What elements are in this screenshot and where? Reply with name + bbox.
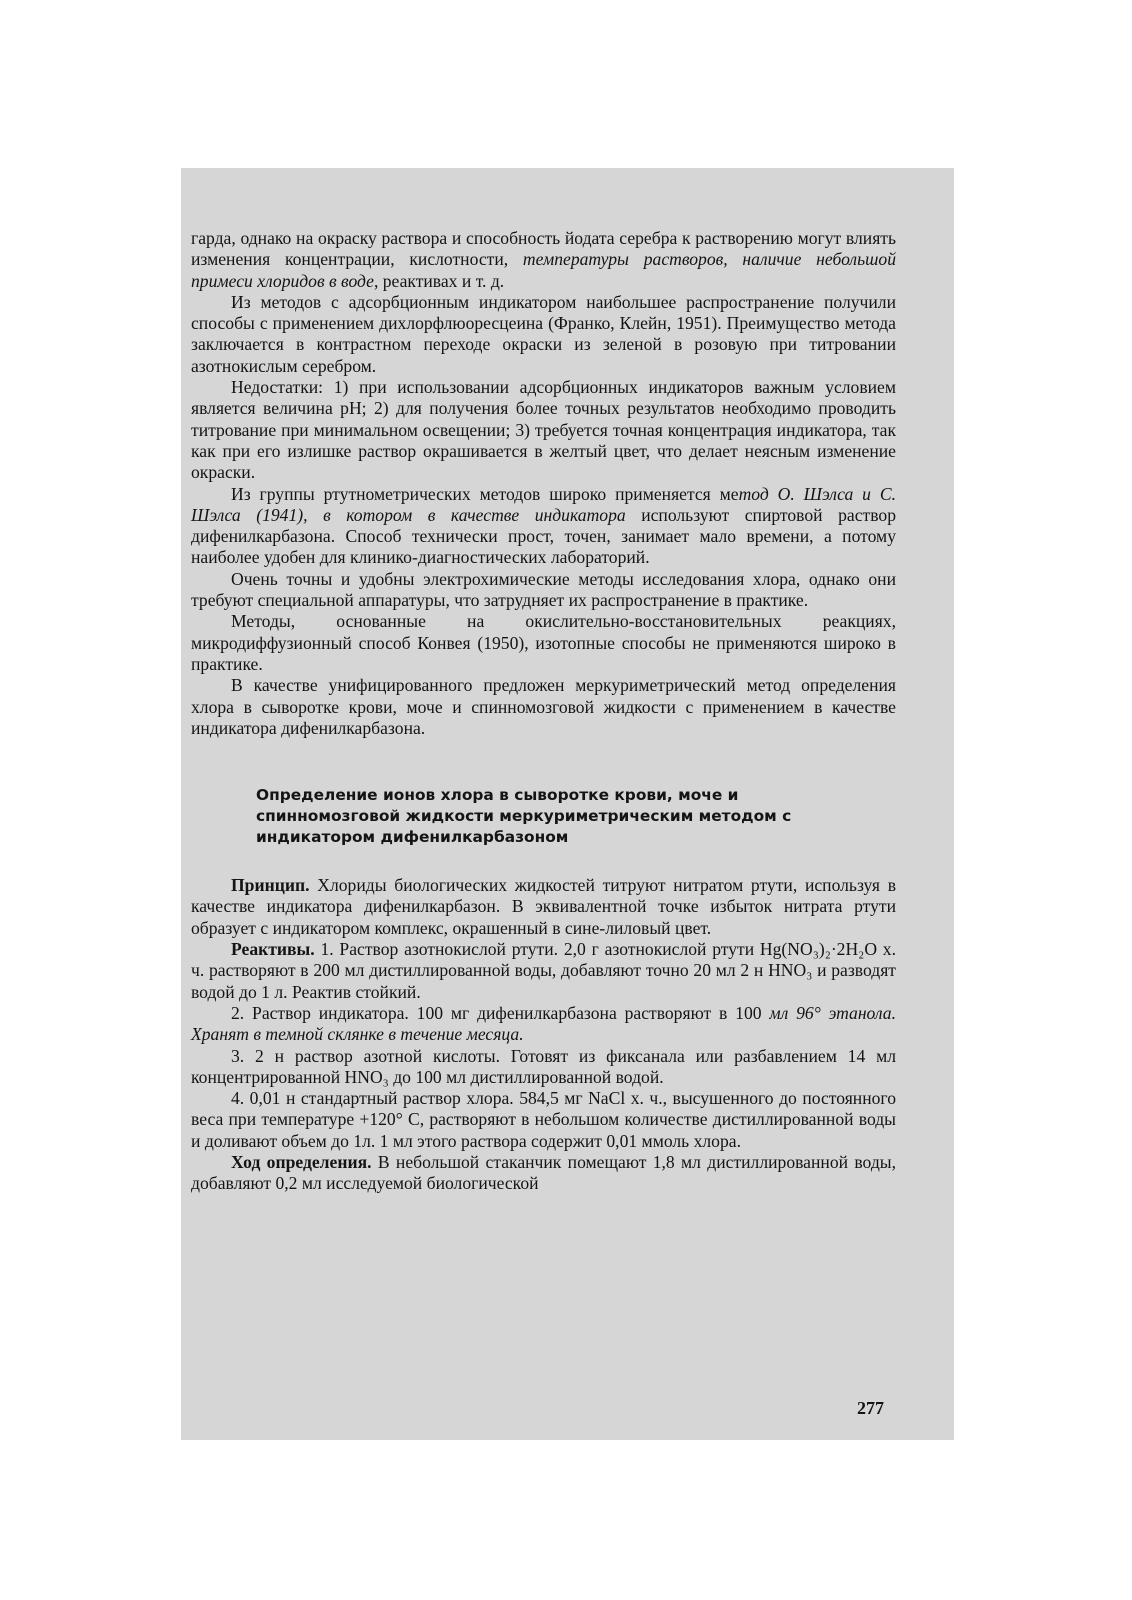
text-run: В небольшой стаканчик помещают 1,8 мл дистиллированной воды, добавляют 0,2 мл исследуемой биологической [191,1151,896,1194]
section-heading: Определение ионов хлора в сыворотке крови, моче и спинномозговой жидкости меркуриметрическим методом с индикатором дифенилкарбазоном [256,786,792,847]
paragraph [191,875,896,939]
text-run: температуры растворов, наличие небольшой примеси хлоридов в воде [191,249,896,291]
paragraph [191,939,896,1003]
text-run: мл 96° этанола. Хранят в темной склянке в течение месяца. [191,1002,896,1045]
intro-section [191,228,896,739]
text-run: 2. Раствор индикатора. 100 мг дифенилкарбазона растворяют в 100 [231,1002,770,1023]
text-run: Методы, основанные на окислительно-восстановительных реакциях, микродиффузионный способ Конвея (1950), изотопные способы не применяются широко в практике. [191,611,896,674]
text-run: Из группы ртутнометрических методов широко применяется ме [231,483,739,504]
paragraph [191,675,896,739]
text-run: 1. Раствор азотнокислой ртути. 2,0 г азотнокислой ртути Hg(NO₃)₂·2H₂O х. ч. растворяют в 200 мл дистиллированной воды, добавляют точно 20 мл 2 н HNO₃ и разводят водой до 1 л. Реактив стойкий. [191,939,896,1002]
paragraph [191,1088,896,1152]
text-run: используют спиртовой раствор дифенилкарбазона. Способ технически прост, точен, занимает мало времени, а потому наиболее удобен для клинико-диагностических лабораторий. [191,504,896,568]
text-run: Недостатки: 1) при использовании адсорбционных индикаторов важным условием является величина pH; 2) для получения более точных результатов необходимо проводить титрование при минимальном освещении; 3) требуется точная концентрация индикатора, так как при его излишке раствор окрашивается в желтый цвет, что делает неясным изменение окраски. [191,377,896,483]
text-run: 4. 0,01 н стандартный раствор хлора. 584,5 мг NaCl х. ч., высушенного до постоянного веса при температуре +120° С, растворяют в небольшом количестве дистиллированной воды и доливают объем до 1л. 1 мл этого раствора содержит 0,01 ммоль хлора. [191,1088,896,1151]
paragraph [191,292,896,377]
text-run: В качестве унифицированного предложен меркуриметрический метод определения хлора в сыворотке крови, моче и спинномозговой жидкости с применением в качестве индикатора дифенилкарбазона. [191,675,896,738]
run-heading: Реактивы. [231,939,315,960]
paragraph [191,1003,896,1046]
paragraph [191,1046,896,1089]
text-run: гарда, однако на окраску раствора и способность йодата серебра к растворению могут влиять изменения концентрации, кислотности, [191,228,896,270]
text-run: 3. 2 н раствор азотной кислоты. Готовят из фиксанала или разбавлением 14 мл концентрированной HNO₃ до 100 мл дистиллированной водой. [191,1045,896,1087]
paragraph [191,377,896,483]
run-heading: Ход определения. [231,1151,372,1172]
paragraph [191,569,896,612]
paragraph [191,611,896,675]
run-heading: Принцип. [231,875,310,896]
text-run: Хлориды биологических жидкостей титруют нитратом ртути, используя в качестве индикатора дифенилкарбазон. В эквивалентной точке избыток нитрата ртути образует с индикатором комплекс, окрашенный в сине-лиловый цвет. [191,875,896,938]
paragraph [191,228,896,292]
paragraph [191,484,896,569]
text-run: Очень точны и удобны электрохимические методы исследования хлора, однако они требуют специальной аппаратуры, что затрудняет их распространение в практике. [191,568,896,611]
book-page [181,168,954,1440]
paragraph [191,1152,896,1195]
method-section [191,875,896,1194]
page-number: 277 [857,1398,884,1418]
text-run: Из методов с адсорбционным индикатором наибольшее распространение получили способы с применением дихлорфлюоресцеина (Франко, Клейн, 1951). Преимущество метода заключается в контрастном переходе окраски из зеленой в розовую при титровании азотнокислым серебром. [191,291,896,376]
text-column [191,228,896,1195]
text-run: , реактивах и т. д. [373,270,505,291]
text-run: тод О. Шэлса и С. Шэлса (1941), в котором в качестве индикатора [191,483,896,525]
